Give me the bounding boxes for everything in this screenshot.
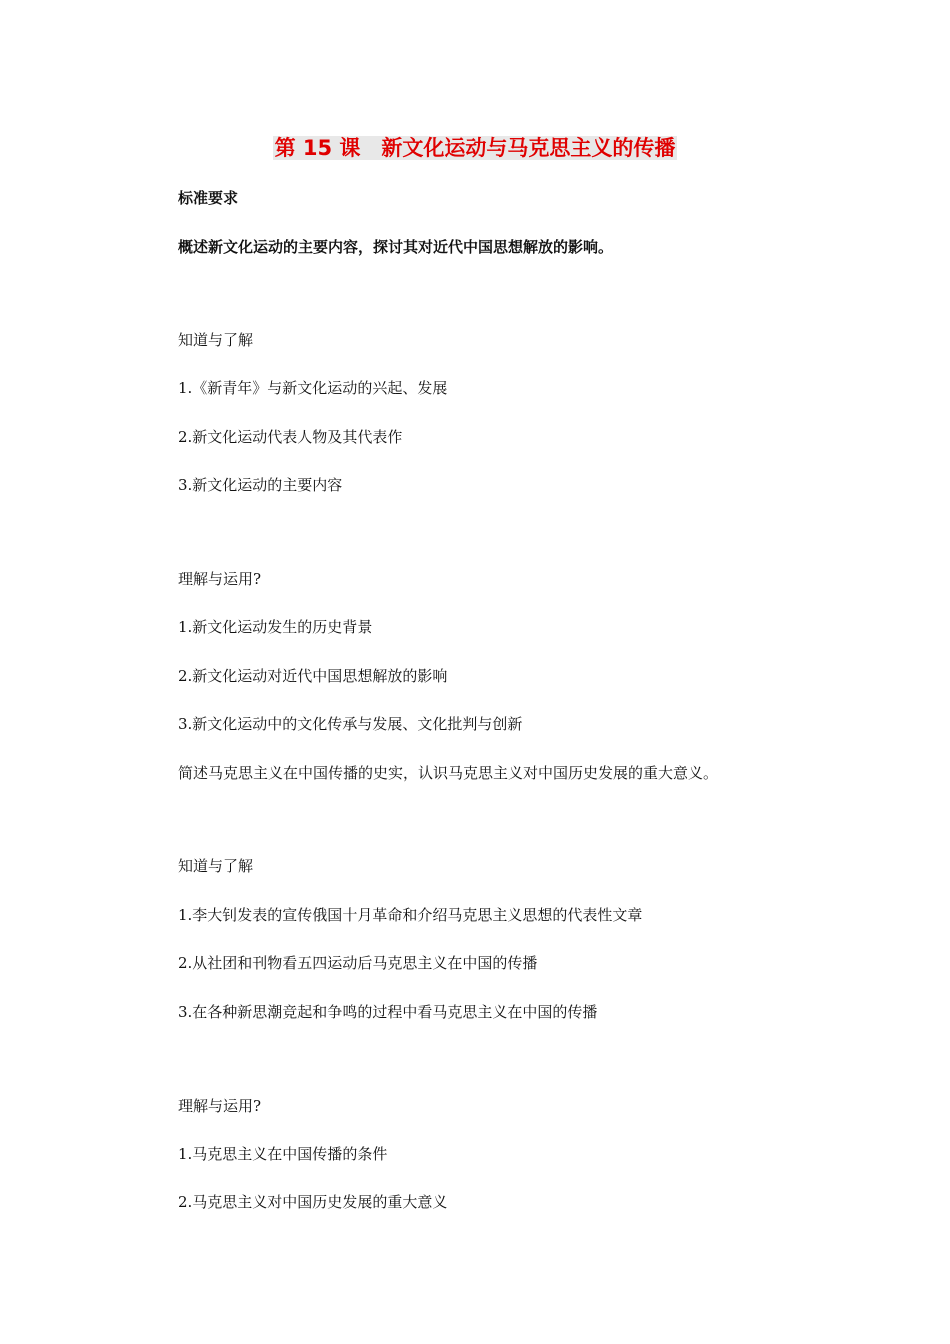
section-2-know-item: 3.在各种新思潮竞起和争鸣的过程中看马克思主义在中国的传播 — [178, 1003, 598, 1021]
section-2-apply-heading: 理解与运用? — [178, 1097, 262, 1115]
section-2-know-item: 1.李大钊发表的宣传俄国十月革命和介绍马克思主义思想的代表性文章 — [178, 906, 643, 924]
standard-2-text: 简述马克思主义在中国传播的史实，认识马克思主义对中国历史发展的重大意义。 — [178, 764, 719, 782]
section-2-apply-item: 1.马克思主义在中国传播的条件 — [178, 1145, 388, 1163]
section-1-apply-item: 1.新文化运动发生的历史背景 — [178, 618, 373, 636]
standard-heading: 标准要求 — [178, 189, 239, 207]
standard-1-text: 概述新文化运动的主要内容，探讨其对近代中国思想解放的影响。 — [178, 238, 614, 256]
section-1-apply-heading: 理解与运用? — [178, 570, 262, 588]
section-1-apply-item: 2.新文化运动对近代中国思想解放的影响 — [178, 667, 448, 685]
page-title — [0, 133, 950, 163]
section-2-know-item: 2.从社团和刊物看五四运动后马克思主义在中国的传播 — [178, 954, 538, 972]
section-1-know-item: 3.新文化运动的主要内容 — [178, 476, 343, 494]
section-1-know-item: 2.新文化运动代表人物及其代表作 — [178, 428, 403, 446]
page-title-text: 第 15 课 新文化运动与马克思主义的传播 — [274, 136, 676, 160]
section-1-apply-item: 3.新文化运动中的文化传承与发展、文化批判与创新 — [178, 715, 523, 733]
section-1-know-item: 1.《新青年》与新文化运动的兴起、发展 — [178, 379, 448, 397]
section-1-know-heading: 知道与了解 — [178, 331, 254, 349]
section-2-know-heading: 知道与了解 — [178, 857, 254, 875]
section-2-apply-item: 2.马克思主义对中国历史发展的重大意义 — [178, 1193, 448, 1211]
